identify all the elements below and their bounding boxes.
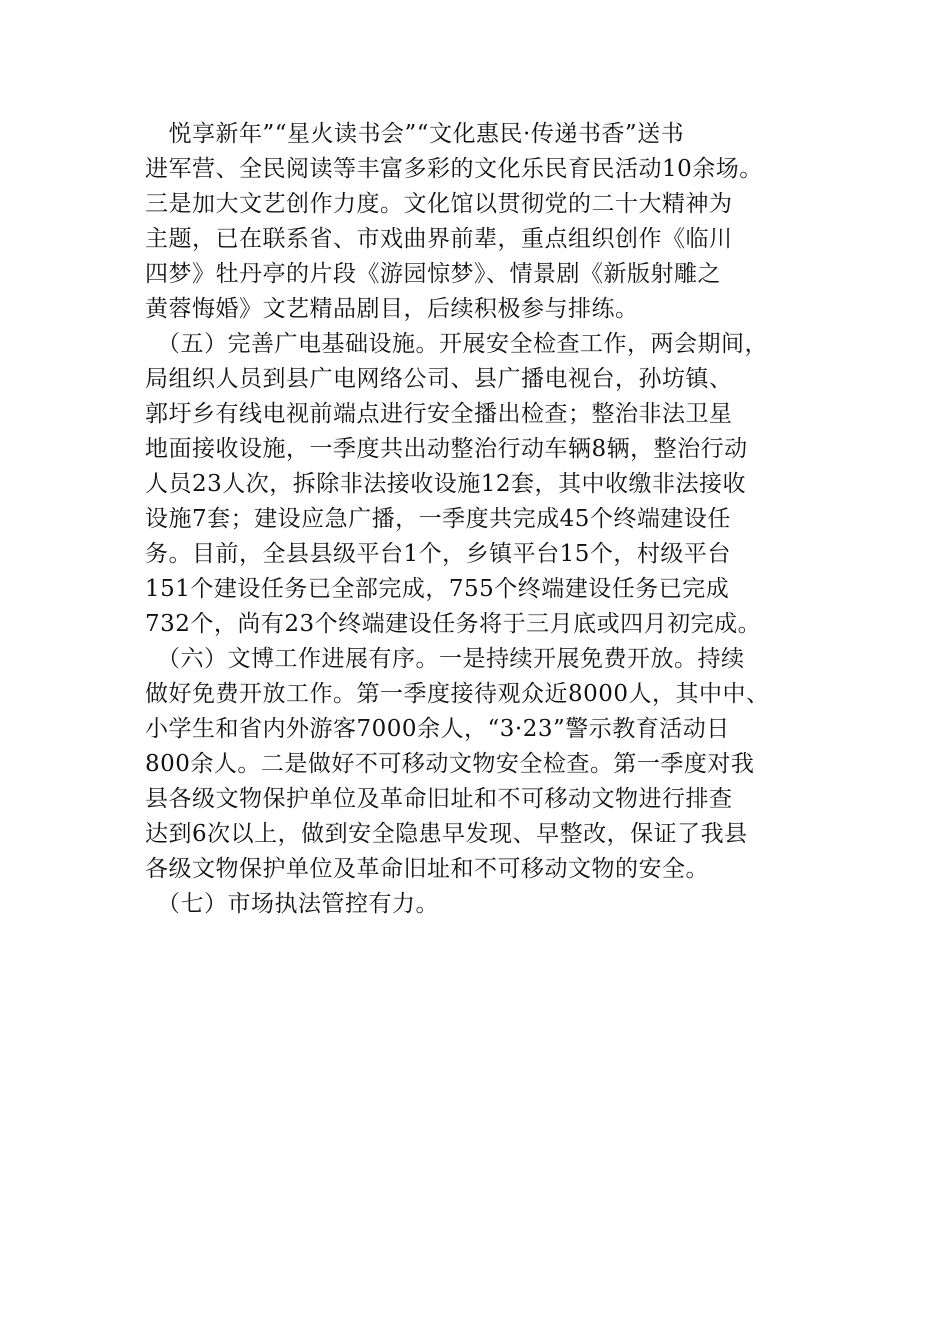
text-line: 做好免费开放工作。第一季度接待观众近8000人，其中中、 bbox=[145, 681, 770, 707]
text-line: 设施7套；建设应急广播，一季度共完成45个终端建设任 bbox=[145, 506, 731, 532]
text-line: 局组织人员到县广电网络公司、县广播电视台，孙坊镇、 bbox=[145, 366, 733, 392]
text-line: 务。目前，全县县级平台1个，乡镇平台15个，村级平台 bbox=[145, 541, 731, 567]
section-heading-six: （六）文博工作进展有序。一是持续开展免费开放。持续 bbox=[145, 646, 745, 672]
text-line: 黄蓉悔婚》文艺精品剧目，后续积极参与排练。 bbox=[145, 296, 639, 322]
text-line: 732个，尚有23个终端建设任务将于三月底或四月初完成。 bbox=[145, 611, 762, 637]
text-line: 郭圩乡有线电视前端点进行安全播出检查；整治非法卫星 bbox=[145, 401, 733, 427]
text-line: 进军营、全民阅读等丰富多彩的文化乐民育民活动10余场。 bbox=[145, 156, 763, 182]
document-body bbox=[145, 117, 821, 922]
text-line: 主题，已在联系省、市戏曲界前辈，重点组织创作《临川 bbox=[145, 226, 733, 252]
text-line: 人员23人次，拆除非法接收设施12套，其中收缴非法接收 bbox=[145, 471, 747, 497]
text-line: 三是加大文艺创作力度。文化馆以贯彻党的二十大精神为 bbox=[145, 191, 733, 217]
text-line: 悦享新年”“星火读书会”“文化惠民·传递书香”送书 bbox=[145, 121, 685, 147]
text-line: 151个建设任务已全部完成，755个终端建设任务已完成 bbox=[145, 576, 730, 602]
text-line: 800余人。二是做好不可移动文物安全检查。第一季度对我 bbox=[145, 751, 755, 777]
section-heading-five: （五）完善广电基础设施。开展安全检查工作，两会期间， bbox=[145, 331, 768, 357]
text-line: 各级文物保护单位及革命旧址和不可移动文物的安全。 bbox=[145, 856, 709, 882]
text-line: 达到6次以上，做到安全隐患早发现、早整改，保证了我县 bbox=[145, 821, 748, 847]
text-line: 地面接收设施，一季度共出动整治行动车辆8辆，整治行动 bbox=[145, 436, 748, 462]
text-line: 四梦》牡丹亭的片段《游园惊梦》、情景剧《新版射雕之 bbox=[145, 261, 721, 287]
section-heading-seven: （七）市场执法管控有力。 bbox=[145, 891, 439, 917]
text-line: 县各级文物保护单位及革命旧址和不可移动文物进行排查 bbox=[145, 786, 733, 812]
text-line: 小学生和省内外游客7000余人，“3·23”警示教育活动日 bbox=[145, 716, 730, 742]
